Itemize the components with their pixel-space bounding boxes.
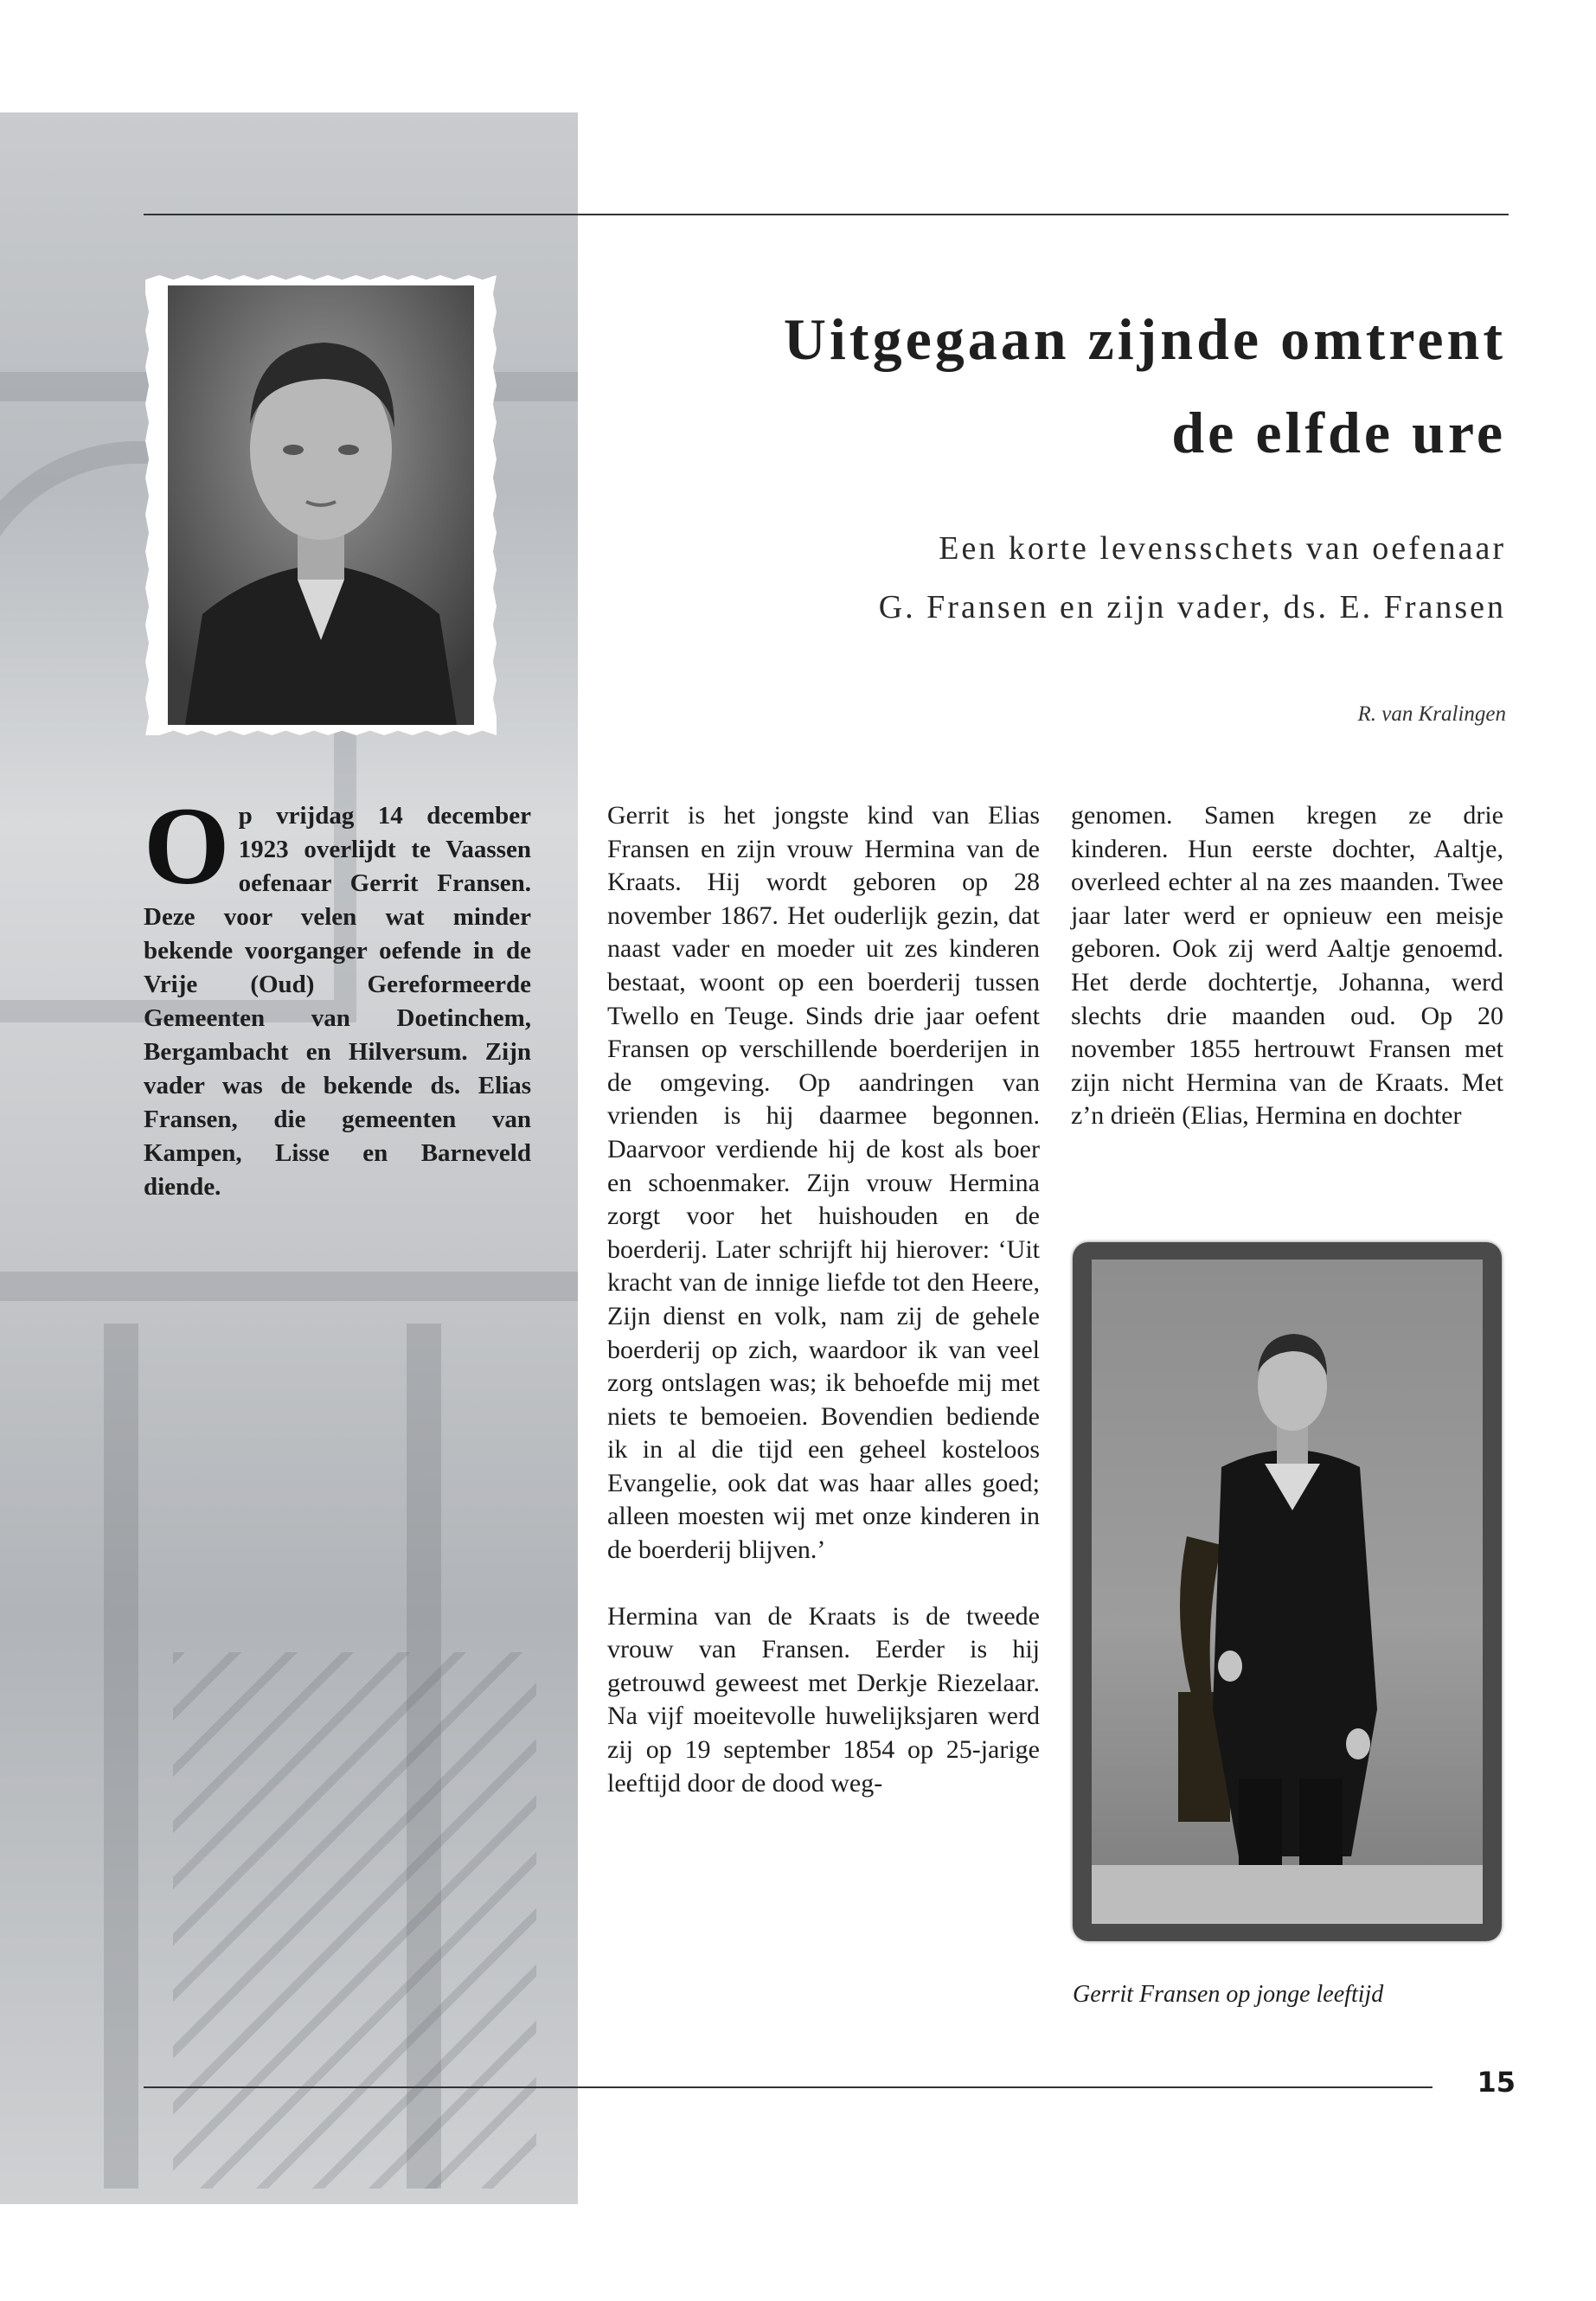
intro-text: p vrijdag 14 december 1923 overlijdt te Vaassen oefenaar Gerrit Fransen. Deze voor velen wat minder bekende voorganger oefende in de Vrije (Oud) Gereformeerde Gemeenten van Doetinchem, Bergambacht en Hilversum. Zijn vader was de bekende ds. Elias Fransen, die gemeenten van Kampen, Lisse en Barneveld diende. — [144, 802, 531, 1201]
page-number: 15 — [1477, 2066, 1516, 2099]
portrait-image — [168, 285, 474, 725]
background-stairs — [173, 1652, 536, 2189]
standing-portrait-image — [1092, 1259, 1483, 1924]
intro-paragraph — [144, 785, 531, 1204]
body-paragraph: Hermina van de Kraats is de tweede vrouw van Fransen. Eerder is hij getrouwd geweest met Derkje Riezelaar. Na vijf moeitevolle huwelijksjaren werd zij op 19 september 1854 op 25-jarige leeftijd door de dood weg- — [607, 1601, 1040, 1798]
body-paragraph: Gerrit is het jongste kind van Elias Fransen en zijn vrouw Hermina van de Kraats. Hij wordt geboren op 28 november 1867. Het ouderlijk gezin, dat naast vader en moeder uit zes kinderen bestaat, woont op een boerderij tussen Twello en Teuge. Sinds drie jaar oefent Fransen op verschillende boerderijen in de omgeving. Op aandringen van vrienden is hij daarmee begonnen. Daarvoor verdiende hij de kost als boer en schoenmaker. Zijn vrouw Hermina zorgt voor het huishouden en de boerderij. Later schrijft hij hierover: ‘Uit kracht van de innige liefde tot den Heere, Zijn dienst en volk, nam zij de gehele boerderij op zich, waardoor ik van veel zorg ontslagen was; ik behoefde mij met niets te bemoeien. Bovendien bediende ik in al die tijd een geheel kosteloos Evangelie, ook dat was haar alles goed; alleen moesten wij met onze kinderen in de boerderij blijven.’ — [607, 801, 1040, 1565]
top-rule — [144, 214, 1509, 215]
title-line-1: Uitgegaan zijnde omtrent — [783, 306, 1506, 372]
article-title — [554, 292, 1506, 479]
article-subtitle — [554, 519, 1506, 637]
subtitle-line-2: G. Fransen en zijn vader, ds. E. Fransen — [878, 589, 1506, 625]
column-middle — [607, 799, 1040, 1800]
photo-caption: Gerrit Fransen op jonge leeftijd — [1073, 1981, 1384, 2008]
title-line-2: de elfde ure — [1171, 400, 1506, 465]
subtitle-line-1: Een korte levensschets van oefenaar — [939, 530, 1506, 567]
background-beam — [0, 1272, 578, 1301]
drop-cap: O — [144, 785, 230, 907]
bottom-rule — [144, 2086, 1433, 2088]
column-right — [1071, 799, 1503, 1133]
portrait-photo — [145, 275, 497, 735]
author-byline: R. van Kralingen — [1357, 702, 1506, 726]
body-paragraph: genomen. Samen kregen ze drie kinderen. Hun eerste dochter, Aaltje, overleed echter al na zes maanden. Twee jaar later werd er opnieuw een meisje geboren. Ook zij werd Aaltje genoemd. Het derde dochtertje, Johanna, werd slechts drie maanden oud. Op 20 november 1855 hertrouwt Fransen met zijn nicht Hermina van de Kraats. Met z’n drieën (Elias, Hermina en dochter — [1071, 801, 1503, 1131]
cabinet-card-photo — [1073, 1242, 1502, 1941]
background-post — [104, 1324, 138, 2189]
